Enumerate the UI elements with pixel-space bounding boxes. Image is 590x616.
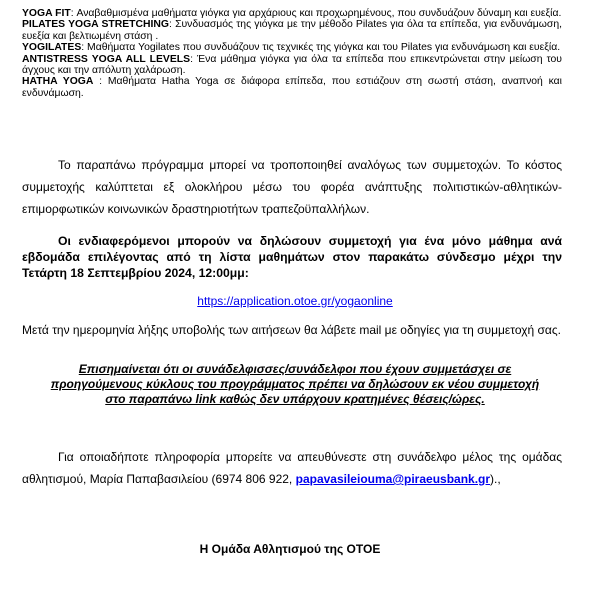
class-item-pilates-yoga-stretching (22, 19, 562, 42)
contact-text-end: )., (490, 472, 501, 486)
class-description: : Μαθήματα Hatha Yoga σε διάφορα επίπεδα, που εστιάζουν στη σωστή στάση, αναπνοή και ενδυνάμωση. (22, 76, 562, 99)
yoga-class-list (22, 8, 562, 99)
class-item-antistress-yoga (22, 54, 562, 77)
class-name: PILATES YOGA STRETCHING (22, 19, 170, 31)
class-name: YOGILATES (22, 42, 82, 54)
class-name: YOGA FIT (22, 8, 71, 19)
registration-link[interactable]: https://application.otoe.gr/yogaonline (197, 294, 393, 308)
class-item-hatha-yoga (22, 76, 562, 99)
registration-link-line (0, 294, 590, 308)
contact-text: Για οποιαδήποτε πληροφορία μπορείτε να απευθύνεστε στη συνάδελφο μέλος της ομάδας αθλητισμού, Μαρία Παπαβασιλείου (6974 806 922, (22, 450, 562, 486)
class-description: : Συνδυασμός της γιόγκα με την μέθοδο Pilates για όλα τα επίπεδα, για ενδυνάμωση, ευεξία και βελτιωμένη στάση . (22, 19, 562, 42)
contact-paragraph (22, 446, 562, 490)
after-deadline-paragraph: Μετά την ημερομηνία λήξης υποβολής των αιτήσεων θα λάβετε mail με οδηγίες για τη συμμετοχή σας. (22, 323, 561, 337)
class-description: : Μαθήματα Yogilates που συνδυάζουν τις τεχνικές της γιόγκα και του Pilates για ενδυνάμωση και ευεξία. (81, 42, 561, 54)
important-note: Επισημαίνεται ότι οι συνάδελφισσες/συνάδελφοι που έχουν συμμετάσχει σε προηγούμενους κύκλους του προγράμματος πρέπει να δηλώσουν εκ νέου συμμετοχή στο παραπάνω link καθώς δεν υπάρχουν κρατημένες θέσεις/ώρες. (50, 362, 540, 406)
class-description: : Αναβαθμισμένα μαθήματα γιόγκα για αρχάριους και προχωρημένους, που συνδυάζουν δύναμη και ευεξία. (70, 8, 562, 19)
class-description: : Ένα μάθημα γιόγκα για όλα τα επίπεδα που επικεντρώνεται στην μείωση του άγχους και την απόλυτη χαλάρωση. (22, 53, 562, 77)
signature: Η Ομάδα Αθλητισμού της ΟΤΟΕ (199, 542, 381, 556)
cost-paragraph: Το παραπάνω πρόγραμμα μπορεί να τροποποιηθεί αναλόγως των συμμετοχών. Το κόστος συμμετοχής καλύπτεται εξ ολοκλήρου μέσω του φορέα ανάπτυξης πολιτιστικών-αθλητικών-επιμορφωτικών κοινωνικών δραστηριοτήτων τραπεζοϋπαλλήλων. (22, 158, 562, 216)
contact-email-link[interactable]: papavasileiouma@piraeusbank.gr (295, 472, 491, 486)
class-item-yoga-fit (22, 8, 562, 19)
class-item-yogilates (22, 42, 562, 53)
class-name: ANTISTRESS YOGA ALL LEVELS (22, 53, 191, 65)
registration-paragraph: Οι ενδιαφερόμενοι μπορούν να δηλώσουν συμμετοχή για ένα μόνο μάθημα ανά εβδομάδα επιλέγοντας από τη λίστα μαθημάτων στον παρακάτω σύνδεσμο μέχρι την Τετάρτη 18 Σεπτεμβρίου 2024, 12:00μμ: (22, 234, 562, 281)
class-name: HATHA YOGA (22, 76, 94, 88)
